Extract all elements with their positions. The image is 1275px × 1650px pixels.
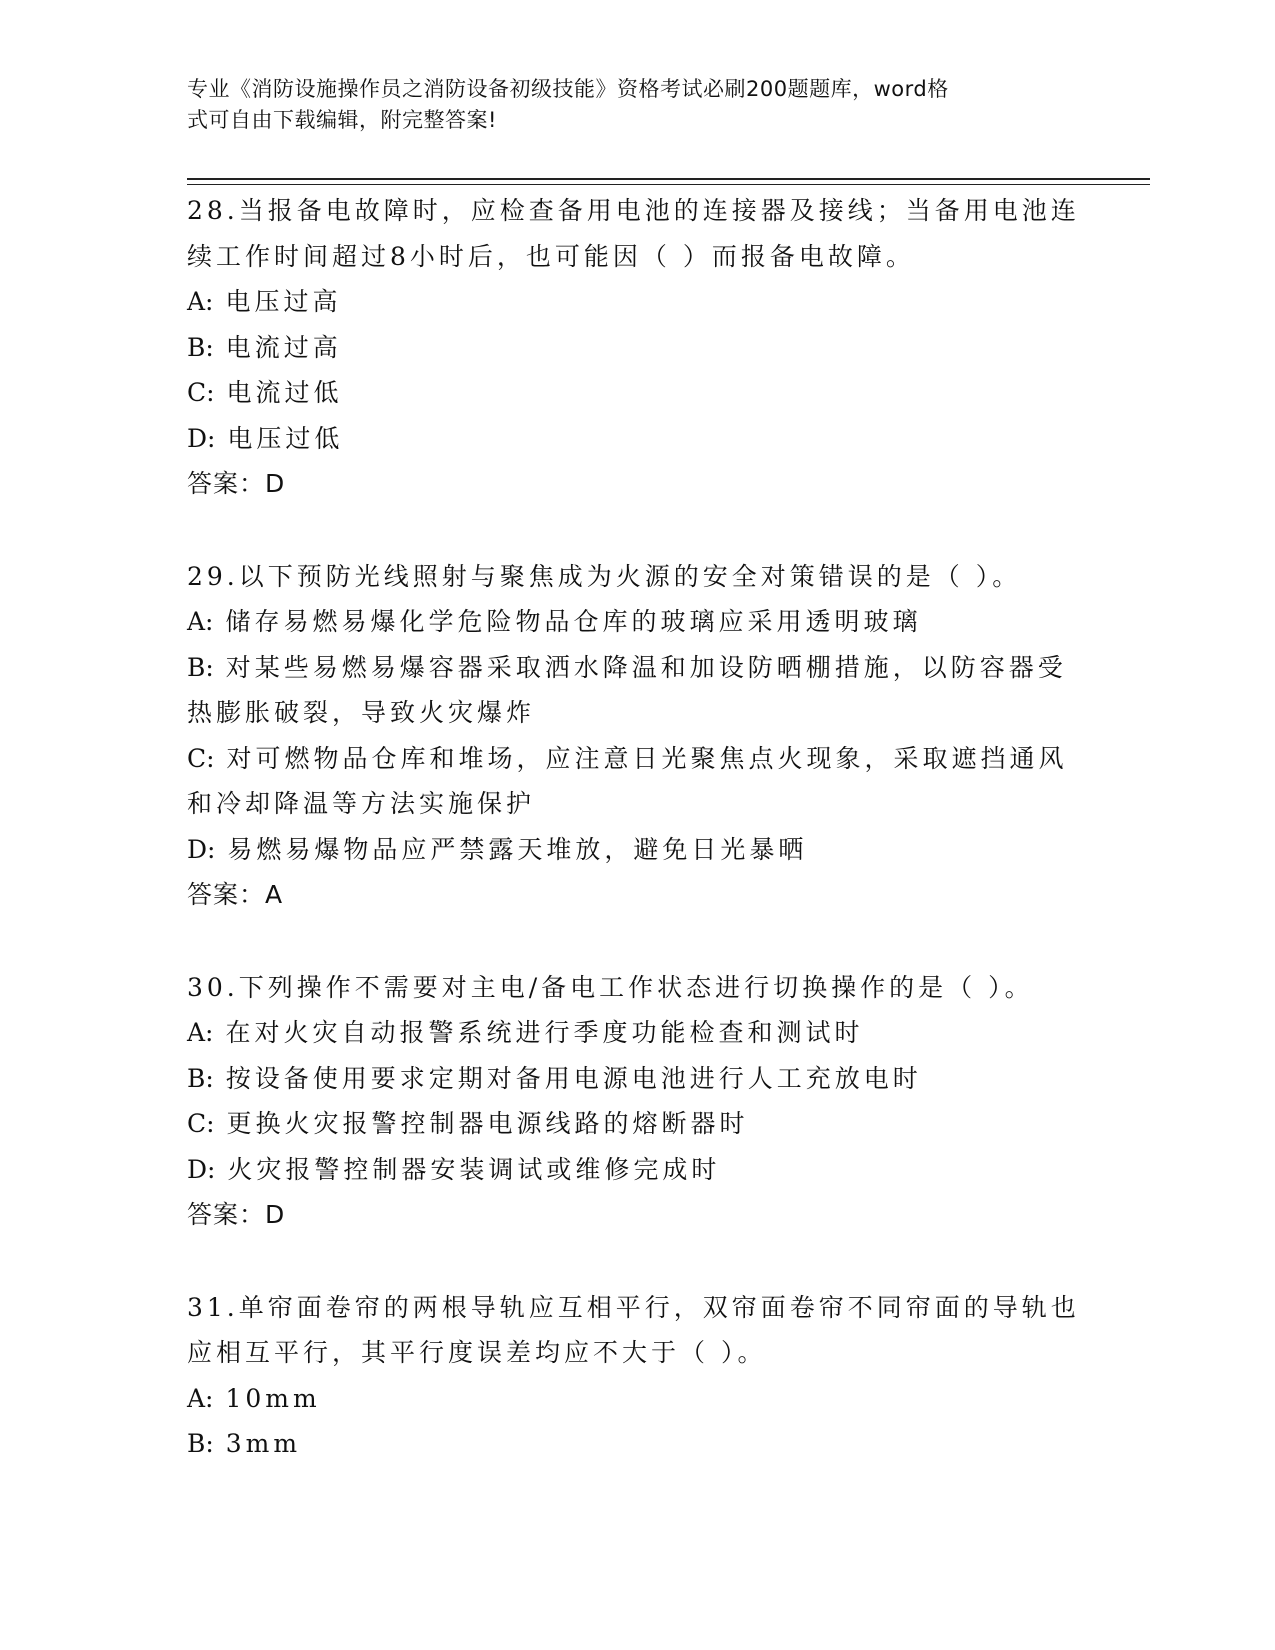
answer-option xyxy=(187,370,1087,416)
option-text: 电压过低 xyxy=(227,423,344,453)
answer-key: 答案：D xyxy=(187,1200,286,1229)
answer-option xyxy=(187,1010,1087,1056)
answer-option xyxy=(187,1376,1087,1422)
option-letter: A: xyxy=(187,607,214,636)
option-text: 电压过高 xyxy=(225,287,342,316)
option-text: 更换火灾报警控制器电源线路的熔断器时 xyxy=(226,1109,749,1138)
answer-option xyxy=(187,1147,1087,1193)
option-letter: C: xyxy=(187,1109,215,1138)
answer-option xyxy=(187,781,1087,827)
document-header xyxy=(187,74,1067,136)
option-text: 在对火灾自动报警系统进行季度功能检查和测试时 xyxy=(225,1018,864,1047)
option-text: 储存易燃易爆化学危险物品仓库的玻璃应采用透明玻璃 xyxy=(225,607,922,636)
answer-option xyxy=(187,416,1087,462)
option-text: 热膨胀破裂，导致火灾爆炸 xyxy=(187,698,536,727)
option-text: 电流过低 xyxy=(226,378,343,407)
question-list xyxy=(187,188,1087,1514)
option-letter: B: xyxy=(187,652,214,682)
option-text: 3mm xyxy=(225,1429,302,1458)
question-block xyxy=(187,1285,1087,1467)
option-letter: A: xyxy=(187,1383,214,1413)
option-letter: A: xyxy=(187,287,214,316)
answer-option xyxy=(187,279,1087,325)
option-letter: C: xyxy=(187,743,215,773)
answer-option xyxy=(187,736,1087,782)
question-stem-line: 29.以下预防光线照射与聚焦成为火源的安全对策错误的是（ ）。 xyxy=(187,561,1022,591)
question-stem-line: 续工作时间超过8小时后，也可能因（ ）而报备电故障。 xyxy=(187,241,915,271)
answer-key: 答案：A xyxy=(187,880,284,909)
option-letter: A: xyxy=(187,1018,214,1047)
option-text: 火灾报警控制器安装调试或维修完成时 xyxy=(227,1154,721,1184)
option-letter: D: xyxy=(187,423,216,453)
answer-key: 答案：D xyxy=(187,469,286,498)
question-stem-line: 30.下列操作不需要对主电/备电工作状态进行切换操作的是（ ）。 xyxy=(187,972,1034,1002)
answer-option xyxy=(187,599,1087,645)
option-text: 易燃易爆物品应严禁露天堆放，避免日光暴晒 xyxy=(227,834,808,864)
answer-option xyxy=(187,645,1087,691)
option-text: 电流过高 xyxy=(225,332,342,362)
option-letter: B: xyxy=(187,1429,214,1458)
answer-option xyxy=(187,1056,1087,1102)
question-stem-line: 31.单帘面卷帘的两根导轨应互相平行，双帘面卷帘不同帘面的导轨也 xyxy=(187,1292,1080,1322)
answer-option xyxy=(187,1421,1087,1467)
question-stem-line: 28.当报备电故障时，应检查备用电池的连接器及接线；当备用电池连 xyxy=(187,196,1080,225)
header-divider-thin xyxy=(187,184,1150,185)
answer-option xyxy=(187,827,1087,873)
answer-option xyxy=(187,690,1087,736)
question-block xyxy=(187,554,1087,918)
option-letter: C: xyxy=(187,378,215,407)
header-divider-thick xyxy=(187,178,1150,180)
answer-option xyxy=(187,1101,1087,1147)
option-text: 对某些易燃易爆容器采取洒水降温和加设防晒棚措施，以防容器受 xyxy=(225,652,1067,682)
option-text: 10mm xyxy=(225,1383,321,1413)
option-letter: D: xyxy=(187,1154,216,1184)
option-letter: B: xyxy=(187,1063,214,1093)
option-text: 对可燃物品仓库和堆场，应注意日光聚焦点火现象，采取遮挡通风 xyxy=(226,743,1068,773)
option-letter: B: xyxy=(187,332,214,362)
header-line-2: 式可自由下载编辑，附完整答案! xyxy=(187,108,497,132)
answer-option xyxy=(187,325,1087,371)
option-text: 和冷却降温等方法实施保护 xyxy=(187,789,536,818)
question-stem-line: 应相互平行，其平行度误差均应不大于（ ）。 xyxy=(187,1338,767,1367)
question-block xyxy=(187,188,1087,507)
option-text: 按设备使用要求定期对备用电源电池进行人工充放电时 xyxy=(225,1063,922,1093)
option-letter: D: xyxy=(187,834,216,864)
question-block xyxy=(187,965,1087,1238)
header-line-1: 专业《消防设施操作员之消防设备初级技能》资格考试必刷200题题库，word格 xyxy=(187,77,949,101)
